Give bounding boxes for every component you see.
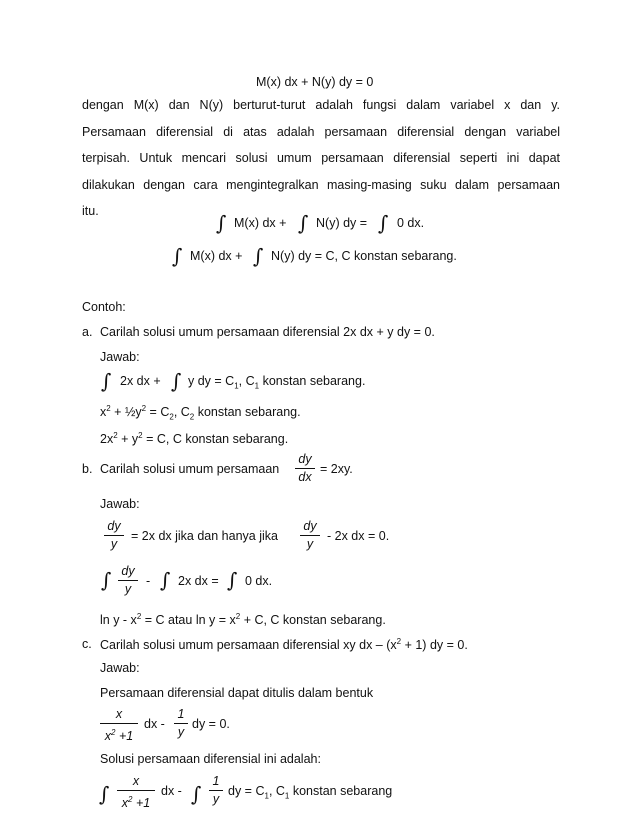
eq-int1-term3: 0 dx. (397, 216, 425, 230)
paragraph-line: terpisah. Untuk mencari solusi umum persamaan diferensial seperti ini dapat (82, 151, 560, 165)
paragraph-line: dilakukan dengan cara mengintegralkan masing-masing suku dalam persamaan (82, 177, 560, 192)
a-step1-rhs: y dy = $C_1$, $C_1$ konstan sebarang. (188, 374, 366, 391)
paragraph-line: dengan M(x) dan N(y) berturut-turut adalah fungsi dalam variabel x dan y. (82, 98, 560, 112)
integral-sign: ∫ (171, 369, 182, 393)
fraction-x-over-x2plus1: x $x^2 +1$ (117, 774, 155, 811)
main-equation: M(x) dx + N(y) dy = 0 (256, 75, 374, 89)
c-step2-rhs: dy = 0. (192, 717, 230, 731)
eq-int2-term2: N(y) dy = C, C konstan sebarang. (271, 249, 457, 263)
item-a-label: a. (82, 325, 93, 339)
item-b-problem: Carilah solusi umum persamaan (100, 462, 280, 476)
item-c-problem: Carilah solusi umum persamaan diferensial xy dx – $(x^2 + 1)$ dy = 0. (100, 637, 468, 653)
integral-sign: ∫ (191, 782, 202, 806)
item-a-answer-label: Jawab: (100, 350, 140, 364)
integral-sign: ∫ (99, 782, 110, 806)
b-step2-rhs: 0 dx. (245, 574, 273, 588)
b-step2-minus: - (146, 574, 151, 588)
item-b-answer-label: Jawab: (100, 497, 140, 511)
c-step1: Persamaan diferensial dapat ditulis dalam bentuk (100, 686, 374, 700)
eq-int1-term2: N(y) dy = (316, 216, 368, 230)
b-step1-text: = 2x dx jika dan hanya jika (131, 529, 278, 543)
integral-sign: ∫ (172, 244, 183, 268)
intro-paragraph (82, 92, 560, 225)
item-a-problem: Carilah solusi umum persamaan diferensial 2x dx + y dy = 0. (100, 325, 435, 339)
integral-sign: ∫ (101, 568, 112, 592)
a-step2: $x^2$ + $\frac{1}{2}y^2 = C_2$, $C_2$ konstan sebarang. (100, 404, 301, 422)
paragraph-line: itu. (82, 204, 99, 218)
fraction-dy-y: dy y (104, 519, 124, 552)
eq-int2-term1: M(x) dx + (190, 249, 243, 263)
a-step3: $2x^2 + y^2 = C$, C konstan sebarang. (100, 431, 289, 447)
fraction-dy-y: dy y (300, 519, 320, 552)
integral-sign: ∫ (160, 568, 171, 592)
item-c-answer-label: Jawab: (100, 661, 140, 675)
c-step3: Solusi persamaan diferensial ini adalah: (100, 752, 321, 766)
fraction-x-over-x2plus1: x $x^2 +1$ (100, 707, 138, 744)
integral-sign: ∫ (227, 568, 238, 592)
paragraph-line: Persamaan diferensial di atas adalah persamaan diferensial dengan variabel (82, 124, 560, 139)
c-step4-mid: dx - (161, 784, 182, 798)
b-step3: $\ln y - x^2 = C$ atau $\ln y = x^2 + C$, C konstan sebarang. (100, 612, 386, 628)
c-step2-mid: dx - (144, 717, 165, 731)
integral-sign: ∫ (253, 244, 264, 268)
a-step1: 2x dx + (120, 374, 161, 388)
fraction-1-over-y: 1 y (174, 707, 188, 740)
fraction-1-over-y: 1 y (209, 774, 223, 807)
item-b-label: b. (82, 462, 93, 476)
fraction-dy-y: dy y (118, 564, 138, 597)
c-step4-rhs: dy = $C_1$, $C_1$ konstan sebarang (228, 784, 393, 801)
b-step2-mid: 2x dx = (178, 574, 219, 588)
integral-sign: ∫ (216, 211, 227, 235)
example-heading: Contoh: (82, 300, 126, 314)
item-c-label: c. (82, 637, 92, 651)
eq-int1-term1: M(x) dx + (234, 216, 287, 230)
b-step1-rhs: - 2x dx = 0. (327, 529, 390, 543)
integral-sign: ∫ (298, 211, 309, 235)
item-b-rhs: = 2xy. (320, 462, 353, 476)
integral-sign: ∫ (101, 369, 112, 393)
fraction-dy-dx: dy dx (295, 452, 315, 485)
integral-sign: ∫ (378, 211, 389, 235)
